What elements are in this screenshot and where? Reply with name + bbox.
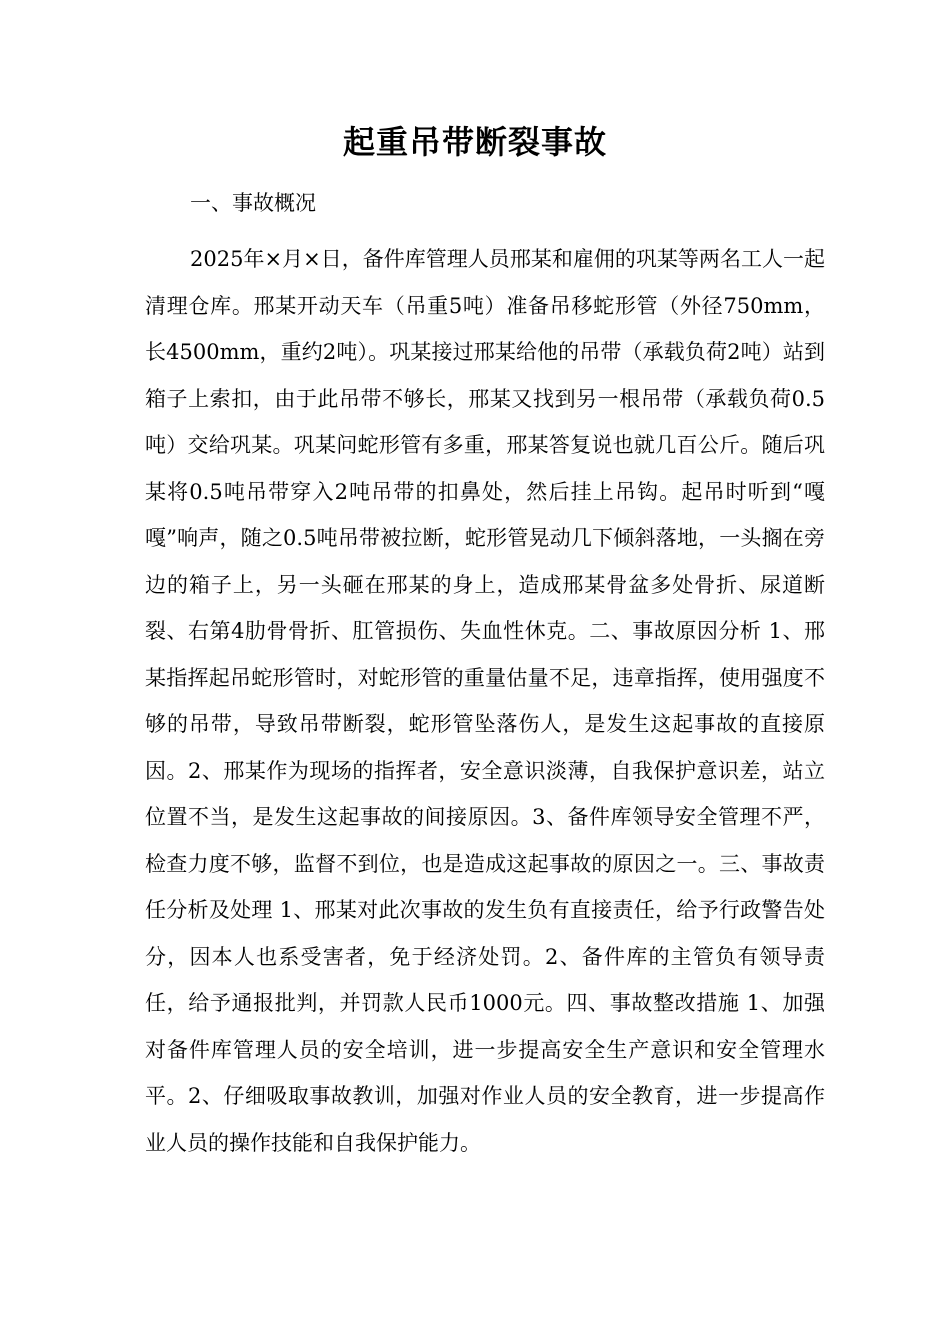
section-heading: 一、事故概况 bbox=[190, 191, 316, 215]
document-title: 起重吊带断裂事故 bbox=[342, 123, 607, 161]
body-paragraph: 2025年×月×日，备件库管理人员邢某和雇佣的巩某等两名工人一起清理仓库。邢某开动天车（吊重5吨）准备吊移蛇形管（外径750mm，长4500mm，重约2吨）。巩某接过邢某给他的吊带（承载负荷2吨）站到箱子上索扣，由于此吊带不够长，邢某又找到另一根吊带（承载负荷0.5吨）交给巩某。巩某问蛇形管有多重，邢某答复说也就几百公斤。随后巩某将0.5吨吊带穿入2吨吊带的扣鼻处，然后挂上吊钩。起吊时听到“嘎嘎”响声，随之0.5吨吊带被拉断，蛇形管晃动几下倾斜落地，一头搁在旁边的箱子上，另一头砸在邢某的身上，造成邢某骨盆多处骨折、尿道断裂、右第4肋骨骨折、肛管损伤、失血性休克。二、事故原因分析 1、邢某指挥起吊蛇形管时，对蛇形管的重量估量不足，违章指挥，使用强度不够的吊带，导致吊带断裂，蛇形管坠落伤人，是发生这起事故的直接原因。2、邢某作为现场的指挥者，安全意识淡薄，自我保护意识差，站立位置不当，是发生这起事故的间接原因。3、备件库领导安全管理不严，检查力度不够，监督不到位，也是造成这起事故的原因之一。三、事故责任分析及处理 1、邢某对此次事故的发生负有直接责任，给予行政警告处分，因本人也系受害者，免于经济处罚。2、备件库的主管负有领导责任，给予通报批判，并罚款人民币1000元。四、事故整改措施 1、加强对备件库管理人员的安全培训，进一步提高安全生产意识和安全管理水平。2、仔细吸取事故教训，加强对作业人员的安全教育，进一步提高作业人员的操作技能和自我保护能力。 bbox=[145, 247, 825, 1155]
